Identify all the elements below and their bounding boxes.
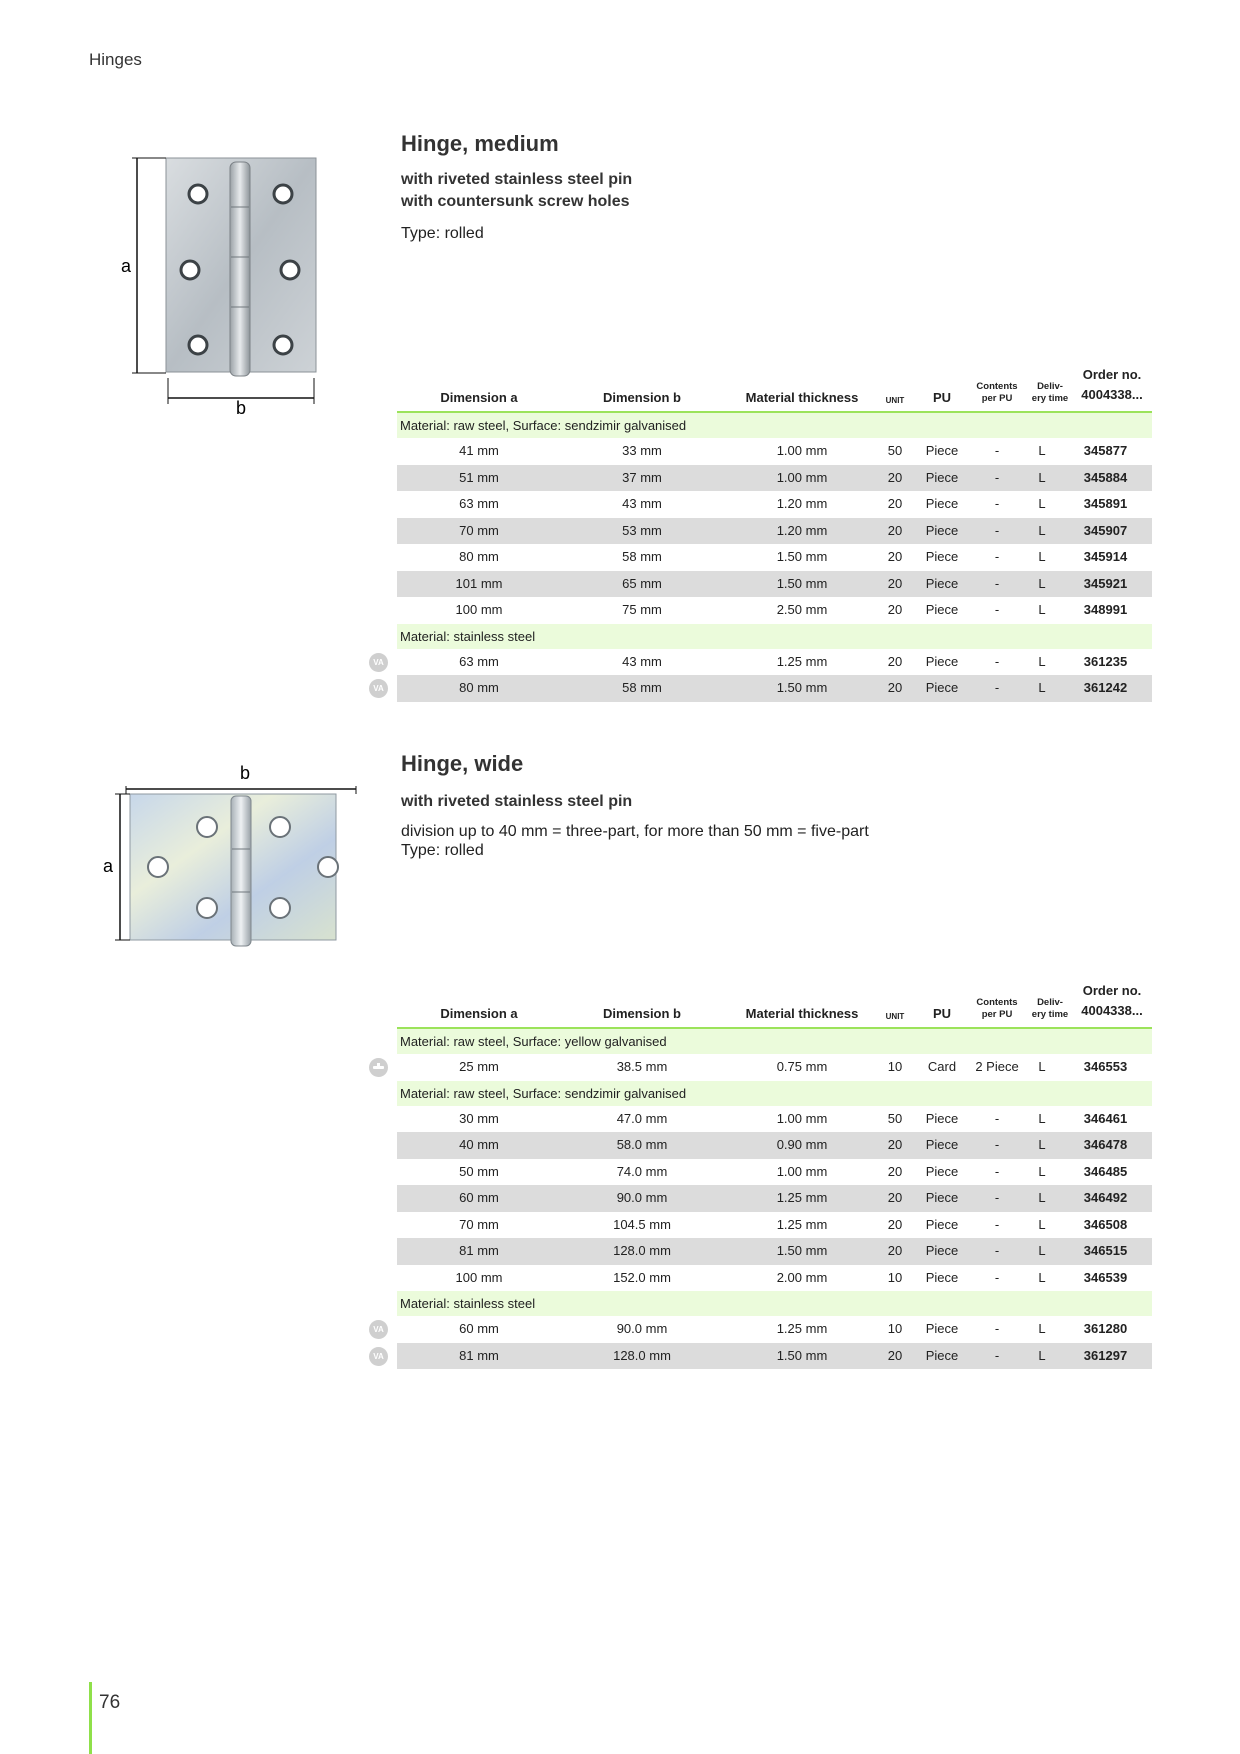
- dimension-b-cell: 58 mm: [622, 549, 662, 564]
- contents-cell: -: [994, 469, 1000, 485]
- pu-cell: Piece: [925, 443, 959, 458]
- col-unit: UNIT: [885, 1012, 905, 1021]
- col-contents: Contents per PU: [976, 997, 1018, 1020]
- contents-cell: -: [994, 1321, 1000, 1336]
- product-table: [373, 965, 1152, 1369]
- col-delivery: Deliv- ery time: [1031, 381, 1069, 404]
- dimension-b-label: b: [236, 398, 247, 414]
- table-row: [373, 1343, 1152, 1370]
- delivery-cell: L: [1038, 549, 1046, 564]
- order-number-cell: 346515: [1083, 1243, 1128, 1258]
- order-number-cell: 345907: [1083, 522, 1128, 538]
- unit-cell: 10: [887, 1059, 903, 1074]
- table-row: [397, 491, 1152, 518]
- material-group-row: Material: raw steel, Surface: sendzimir galvanised: [397, 413, 1152, 438]
- order-number-cell: 345891: [1083, 496, 1128, 511]
- product-table: [373, 349, 1152, 702]
- dimension-b-cell: 104.5 mm: [613, 1216, 671, 1232]
- stainless-badge-icon: VA: [369, 1320, 388, 1339]
- pu-cell: Piece: [925, 1190, 959, 1205]
- unit-cell: 20: [887, 496, 903, 511]
- contents-cell: 2 Piece: [975, 1059, 1019, 1074]
- pu-cell: Piece: [925, 602, 959, 617]
- delivery-cell: L: [1038, 575, 1046, 591]
- dimension-a-cell: 41 mm: [459, 443, 499, 458]
- stainless-badge-icon: VA: [369, 1347, 388, 1366]
- contents-cell: -: [994, 549, 1000, 564]
- dimension-b-cell: 43 mm: [622, 496, 662, 511]
- col-dimension-a: Dimension a: [440, 1006, 518, 1021]
- contents-cell: -: [994, 522, 1000, 538]
- thickness-cell: 1.00 mm: [776, 1163, 828, 1179]
- unit-cell: 20: [887, 1190, 903, 1205]
- unit-cell: 20: [887, 1347, 903, 1363]
- contents-cell: -: [994, 602, 1000, 617]
- thickness-cell: 1.50 mm: [776, 549, 828, 564]
- dimension-a-cell: 81 mm: [459, 1243, 499, 1258]
- order-number-cell: 361280: [1083, 1321, 1128, 1336]
- table-body: [373, 1029, 1152, 1369]
- thickness-cell: 1.00 mm: [776, 443, 828, 458]
- material-group-row: Material: stainless steel: [397, 624, 1152, 649]
- thickness-cell: 1.25 mm: [776, 653, 828, 669]
- table-body: [373, 413, 1152, 702]
- col-dimension-b: Dimension b: [602, 390, 681, 405]
- contents-cell: -: [994, 1137, 1000, 1152]
- pu-cell: Piece: [925, 1163, 959, 1179]
- col-unit: UNIT: [885, 396, 905, 405]
- contents-cell: -: [994, 1347, 1000, 1363]
- thickness-cell: 1.25 mm: [776, 1216, 828, 1232]
- order-number-cell: 361235: [1083, 653, 1128, 669]
- order-number-cell: 346485: [1083, 1163, 1128, 1179]
- product-title: Hinge, medium: [401, 131, 559, 156]
- order-number-cell: 346539: [1083, 1269, 1128, 1285]
- pu-cell: Piece: [925, 549, 959, 564]
- unit-cell: 20: [887, 1163, 903, 1179]
- contents-cell: -: [994, 575, 1000, 591]
- pu-cell: Piece: [925, 1269, 959, 1285]
- dimension-a-cell: 40 mm: [459, 1137, 499, 1152]
- dimension-a-cell: 81 mm: [459, 1347, 499, 1363]
- table-row: [397, 465, 1152, 492]
- table-row: [397, 1238, 1152, 1265]
- col-thickness: Material thickness: [745, 390, 859, 405]
- order-number-cell: 346508: [1083, 1216, 1128, 1232]
- dimension-b-cell: 43 mm: [622, 653, 662, 669]
- hinge-wide-figure: [100, 764, 362, 950]
- page-folio: [89, 1682, 121, 1754]
- thickness-cell: 1.50 mm: [776, 1243, 828, 1258]
- thickness-cell: 1.50 mm: [776, 1347, 828, 1363]
- contents-cell: -: [994, 1243, 1000, 1258]
- type-note: Type: rolled: [401, 225, 484, 242]
- dimension-a-cell: 63 mm: [459, 653, 499, 669]
- dimension-b-cell: 74.0 mm: [616, 1163, 668, 1179]
- dimension-a-cell: 60 mm: [459, 1190, 499, 1205]
- division-note: division up to 40 mm = three-part, for more than 50 mm = five-part: [401, 823, 869, 840]
- pu-cell: Piece: [925, 1216, 959, 1232]
- pu-cell: Piece: [925, 1321, 959, 1336]
- running-head: Hinges: [89, 50, 142, 69]
- delivery-cell: L: [1038, 1137, 1046, 1152]
- order-number-cell: 361242: [1083, 680, 1128, 695]
- contents-cell: -: [994, 1110, 1000, 1126]
- contents-cell: -: [994, 680, 1000, 695]
- table-header: [397, 965, 1152, 1029]
- col-dimension-b: Dimension b: [602, 1006, 681, 1021]
- unit-cell: 20: [887, 549, 903, 564]
- dimension-b-cell: 90.0 mm: [616, 1190, 668, 1205]
- col-delivery: Deliv- ery time: [1031, 997, 1069, 1020]
- contents-cell: -: [994, 1269, 1000, 1285]
- thickness-cell: 1.50 mm: [776, 680, 828, 695]
- stainless-badge-icon: VA: [369, 653, 388, 672]
- delivery-cell: L: [1038, 443, 1046, 458]
- unit-cell: 20: [887, 602, 903, 617]
- hinge-medium-figure: [118, 152, 328, 414]
- dimension-b-cell: 58.0 mm: [616, 1137, 668, 1152]
- dimension-b-cell: 47.0 mm: [616, 1110, 668, 1126]
- material-group-row: Material: raw steel, Surface: sendzimir galvanised: [397, 1081, 1152, 1106]
- contents-cell: -: [994, 1163, 1000, 1179]
- product-title: Hinge, wide: [401, 751, 524, 776]
- feature-line: with countersunk screw holes: [401, 193, 630, 210]
- col-order: Order no. 4004338...: [1081, 983, 1143, 1018]
- dimension-b-cell: 38.5 mm: [616, 1059, 668, 1074]
- contents-cell: -: [994, 653, 1000, 669]
- contents-cell: -: [994, 1190, 1000, 1205]
- order-number-cell: 345877: [1083, 443, 1128, 458]
- table-row: [397, 1265, 1152, 1292]
- dimension-a-cell: 80 mm: [459, 549, 499, 564]
- table-row: [397, 571, 1152, 598]
- thickness-cell: 2.00 mm: [776, 1269, 828, 1285]
- dimension-a-cell: 100 mm: [455, 602, 503, 617]
- thickness-cell: 1.25 mm: [776, 1190, 828, 1205]
- col-dimension-a: Dimension a: [440, 390, 518, 405]
- delivery-cell: L: [1038, 522, 1046, 538]
- table-row: [397, 1159, 1152, 1186]
- pu-cell: Piece: [925, 1137, 959, 1152]
- dimension-b-cell: 90.0 mm: [616, 1321, 668, 1336]
- contents-cell: -: [994, 1216, 1000, 1232]
- unit-cell: 20: [887, 653, 903, 669]
- order-number-cell: 348991: [1083, 602, 1128, 617]
- table-row: [397, 1106, 1152, 1133]
- dimension-a-cell: 50 mm: [459, 1163, 499, 1179]
- unit-cell: 20: [887, 575, 903, 591]
- table-row: [397, 1212, 1152, 1239]
- pu-cell: Piece: [925, 1347, 959, 1363]
- stainless-badge-icon: VA: [369, 679, 388, 698]
- col-pu: PU: [932, 1006, 952, 1021]
- dimension-a-cell: 63 mm: [459, 496, 499, 511]
- table-row: [397, 597, 1152, 624]
- delivery-cell: L: [1038, 653, 1046, 669]
- dimension-b-cell: 53 mm: [622, 522, 662, 538]
- dimension-a-cell: 51 mm: [459, 469, 499, 485]
- thickness-cell: 1.00 mm: [776, 1110, 828, 1126]
- dimension-a-cell: 101 mm: [455, 575, 503, 591]
- yellow-zinc-icon: [369, 1058, 388, 1077]
- table-row: [373, 649, 1152, 676]
- unit-cell: 20: [887, 1243, 903, 1258]
- contents-cell: -: [994, 443, 1000, 458]
- dimension-b-label: b: [240, 764, 251, 783]
- order-number-cell: 346478: [1083, 1137, 1128, 1152]
- contents-cell: -: [994, 496, 1000, 511]
- dimension-b-cell: 152.0 mm: [613, 1269, 671, 1285]
- dimension-a-cell: 60 mm: [459, 1321, 499, 1336]
- unit-cell: 20: [887, 680, 903, 695]
- thickness-cell: 1.00 mm: [776, 469, 828, 485]
- table-row: [397, 1054, 1152, 1081]
- pu-cell: Piece: [925, 469, 959, 485]
- unit-cell: 50: [887, 443, 903, 458]
- table-header: [397, 349, 1152, 413]
- dimension-a-label: a: [103, 856, 114, 876]
- thickness-cell: 1.25 mm: [776, 1321, 828, 1336]
- unit-cell: 10: [887, 1321, 903, 1336]
- pu-cell: Piece: [925, 575, 959, 591]
- delivery-cell: L: [1038, 1243, 1046, 1258]
- col-contents: Contents per PU: [976, 381, 1018, 404]
- delivery-cell: L: [1038, 1216, 1046, 1232]
- dimension-a-cell: 100 mm: [455, 1269, 503, 1285]
- dimension-a-cell: 25 mm: [459, 1059, 499, 1074]
- feature-line: with riveted stainless steel pin: [401, 171, 633, 188]
- unit-cell: 20: [887, 1137, 903, 1152]
- thickness-cell: 2.50 mm: [776, 602, 828, 617]
- table-row: [397, 438, 1152, 465]
- dimension-b-cell: 65 mm: [622, 575, 662, 591]
- col-thickness: Material thickness: [745, 1006, 859, 1021]
- feature-line: with riveted stainless steel pin: [401, 793, 633, 810]
- delivery-cell: L: [1038, 496, 1046, 511]
- table-row: [397, 518, 1152, 545]
- pu-cell: Card: [927, 1059, 957, 1074]
- thickness-cell: 1.50 mm: [776, 575, 828, 591]
- dimension-a-cell: 70 mm: [459, 1216, 499, 1232]
- pu-cell: Piece: [925, 496, 959, 511]
- order-number-cell: 345914: [1083, 549, 1128, 564]
- thickness-cell: 1.20 mm: [776, 496, 828, 511]
- col-order: Order no. 4004338...: [1081, 367, 1143, 402]
- table-row: [397, 1185, 1152, 1212]
- dimension-b-cell: 128.0 mm: [613, 1243, 671, 1258]
- dimension-b-cell: 37 mm: [622, 469, 662, 485]
- dimension-a-cell: 70 mm: [459, 522, 499, 538]
- dimension-b-cell: 33 mm: [622, 443, 662, 458]
- unit-cell: 20: [887, 522, 903, 538]
- order-number-cell: 345921: [1083, 575, 1128, 591]
- delivery-cell: L: [1038, 1269, 1046, 1285]
- order-number-cell: 346492: [1083, 1190, 1128, 1205]
- material-group-row: Material: raw steel, Surface: yellow galvanised: [397, 1029, 1152, 1054]
- order-number-cell: 346553: [1083, 1059, 1128, 1074]
- table-row: [397, 1132, 1152, 1159]
- pu-cell: Piece: [925, 522, 959, 538]
- delivery-cell: L: [1038, 1190, 1046, 1205]
- delivery-cell: L: [1038, 1347, 1046, 1363]
- dimension-a-cell: 80 mm: [459, 680, 499, 695]
- unit-cell: 50: [887, 1110, 903, 1126]
- table-row: [373, 675, 1152, 702]
- thickness-cell: 0.75 mm: [776, 1059, 828, 1074]
- dimension-a-label: a: [121, 256, 132, 276]
- delivery-cell: L: [1038, 1110, 1046, 1126]
- thickness-cell: 0.90 mm: [776, 1137, 828, 1152]
- material-group-row: Material: stainless steel: [397, 1291, 1152, 1316]
- unit-cell: 20: [887, 469, 903, 485]
- type-note: Type: rolled: [401, 842, 484, 859]
- delivery-cell: L: [1038, 602, 1046, 617]
- order-number-cell: 361297: [1083, 1347, 1128, 1363]
- delivery-cell: L: [1038, 1059, 1046, 1074]
- delivery-cell: L: [1038, 469, 1046, 485]
- order-number-cell: 345884: [1083, 469, 1128, 485]
- dimension-a-cell: 30 mm: [459, 1110, 499, 1126]
- table-row: [373, 1316, 1152, 1343]
- page-number: 76: [99, 1692, 121, 1713]
- delivery-cell: L: [1038, 1321, 1046, 1336]
- delivery-cell: L: [1038, 1163, 1046, 1179]
- pu-cell: Piece: [925, 653, 959, 669]
- thickness-cell: 1.20 mm: [776, 522, 828, 538]
- dimension-b-cell: 128.0 mm: [613, 1347, 671, 1363]
- dimension-b-cell: 75 mm: [622, 602, 662, 617]
- dimension-b-cell: 58 mm: [622, 680, 662, 695]
- pu-cell: Piece: [925, 1243, 959, 1258]
- table-row: [397, 544, 1152, 571]
- col-pu: PU: [932, 390, 952, 405]
- unit-cell: 10: [887, 1269, 903, 1285]
- unit-cell: 20: [887, 1216, 903, 1232]
- pu-cell: Piece: [925, 1110, 959, 1126]
- order-number-cell: 346461: [1083, 1110, 1128, 1126]
- delivery-cell: L: [1038, 680, 1046, 695]
- pu-cell: Piece: [925, 680, 959, 695]
